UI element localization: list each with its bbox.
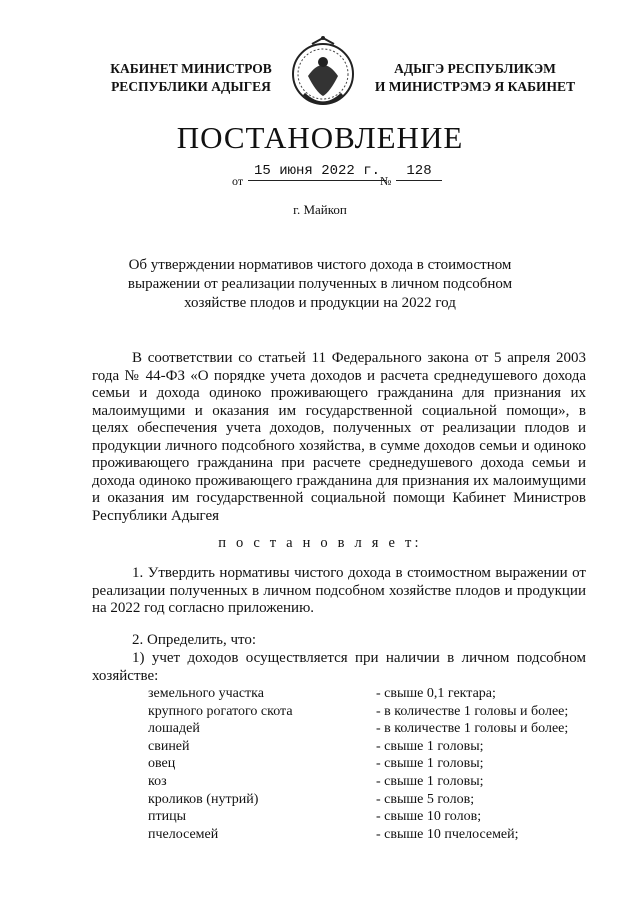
- decree-word: п о с т а н о в л я е т:: [218, 535, 422, 551]
- header-left-line1: КАБИНЕТ МИНИСТРОВ: [110, 61, 272, 76]
- list-item: [92, 827, 592, 845]
- item-name: лошадей: [148, 721, 200, 737]
- document-title: ПОСТАНОВЛЕНИЕ: [176, 120, 464, 155]
- list-item: [92, 721, 592, 739]
- item-value: - свыше 10 голов;: [376, 809, 482, 825]
- item-name: птицы: [148, 809, 187, 825]
- item-name: крупного рогатого скота: [148, 703, 293, 719]
- item-name: кроликов (нутрий): [148, 791, 259, 807]
- item-value: - свыше 10 пчелосемей;: [376, 826, 519, 842]
- point-1-paragraph: 1. Утвердить нормативы чистого дохода в стоимостном выражении от реализации полученных в личном подсобном хозяйстве плодов и продукции на 2022 год согласно приложению.: [92, 565, 586, 616]
- list-item: [92, 756, 592, 774]
- document-number: 128: [396, 163, 442, 181]
- list-item: [92, 774, 592, 792]
- criteria-list: [92, 686, 592, 844]
- date-prefix: от: [232, 174, 244, 188]
- item-value: - свыше 1 головы;: [376, 756, 484, 772]
- item-name: овец: [148, 756, 176, 772]
- list-item: [92, 739, 592, 757]
- dateline: [232, 162, 452, 188]
- coat-of-arms-icon: [290, 34, 356, 120]
- document-date: 15 июня 2022 г.: [248, 163, 386, 181]
- header-left: [96, 60, 286, 96]
- point-2-1-paragraph: 1) учет доходов осуществляется при наличии в личном подсобном хозяйстве:: [92, 650, 586, 684]
- item-name: земельного участка: [148, 686, 264, 701]
- header-right: [360, 60, 590, 96]
- item-value: - в количестве 1 головы и более;: [376, 721, 569, 737]
- preamble-paragraph: В соответствии со статьей 11 Федерального закона от 5 апреля 2003 года № 44-ФЗ «О порядке учета доходов и расчета среднедушевого дохода семьи и дохода одиноко проживающего гражданина для признания их малоимущими и оказания им государственной социальной помощи», в целях обеспечения учета доходов, полученных от реализации плодов и продукции личного подсобного хозяйства, в сумме доходов семьи и одиноко проживающего гражданина при расчете среднедушевого дохода семьи и дохода одиноко проживающего гражданина для признания их малоимущими и оказания им государственной социальной помощи Кабинет Министров Республики Адыгея: [92, 350, 586, 524]
- item-value: - свыше 1 головы;: [376, 738, 484, 754]
- item-value: - свыше 0,1 гектара;: [376, 686, 496, 701]
- header-right-line1: АДЫГЭ РЕСПУБЛИКЭМ: [394, 61, 556, 76]
- list-item: [92, 704, 592, 722]
- number-label: №: [380, 174, 392, 188]
- point-2-paragraph: 2. Определить, что:: [132, 632, 257, 648]
- city: г. Майкоп: [293, 202, 347, 217]
- item-value: - свыше 5 голов;: [376, 791, 475, 807]
- item-name: пчелосемей: [148, 826, 219, 842]
- header-right-line2: И МИНИСТРЭМЭ Я КАБИНЕТ: [374, 79, 576, 94]
- item-name: свиней: [148, 738, 190, 754]
- header-left-line2: РЕСПУБЛИКИ АДЫГЕЯ: [111, 79, 271, 94]
- list-item: [92, 809, 592, 827]
- item-value: - свыше 1 головы;: [376, 773, 484, 789]
- list-item: [92, 686, 592, 704]
- item-value: - в количестве 1 головы и более;: [376, 703, 569, 719]
- item-name: коз: [148, 773, 167, 789]
- document-subject: Об утверждении нормативов чистого дохода в стоимостном выражении от реализации полученных в личном подсобном хозяйстве плодов и продукции на 2022 год: [127, 257, 513, 311]
- list-item: [92, 792, 592, 810]
